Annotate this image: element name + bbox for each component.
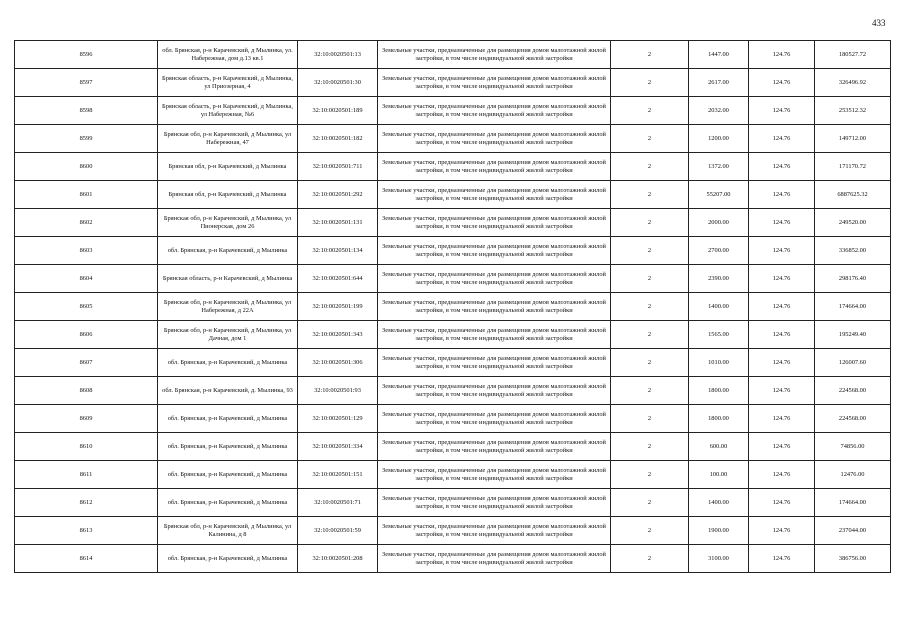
row-number-cell: 8599 — [15, 125, 158, 153]
rate-cell: 124.76 — [749, 349, 815, 377]
rate-cell: 124.76 — [749, 377, 815, 405]
area-cell: 1200.00 — [689, 125, 749, 153]
area-cell: 2390.00 — [689, 265, 749, 293]
address-cell: Брянская обл, р-н Карачевский, д Мылинка, ул Набережная, д 22А — [158, 293, 298, 321]
cadastral-value-cell: 171170.72 — [815, 153, 891, 181]
rate-cell: 124.76 — [749, 125, 815, 153]
land-use-cell: Земельные участки, предназначенные для размещения домов малоэтажной жилой застройки, в том числе индивидуальной жилой застройки — [378, 461, 611, 489]
cadastral-number-cell: 32:10:0020501:13 — [298, 41, 378, 69]
group-cell: 2 — [611, 181, 689, 209]
address-cell: обл. Брянская, р-н Карачевский, д Мылинка — [158, 405, 298, 433]
row-number-cell: 8614 — [15, 545, 158, 573]
row-number-cell: 8605 — [15, 293, 158, 321]
area-cell: 2700.00 — [689, 237, 749, 265]
rate-cell: 124.76 — [749, 405, 815, 433]
area-cell: 1565.00 — [689, 321, 749, 349]
row-number-cell: 8607 — [15, 349, 158, 377]
address-cell: Брянская область, р-н Карачевский, д Мылинка, ул Приозерная, 4 — [158, 69, 298, 97]
group-cell: 2 — [611, 517, 689, 545]
row-number-cell: 8611 — [15, 461, 158, 489]
table-row — [15, 41, 891, 69]
table-row — [15, 489, 891, 517]
land-use-cell: Земельные участки, предназначенные для размещения домов малоэтажной жилой застройки, в том числе индивидуальной жилой застройки — [378, 209, 611, 237]
land-use-cell: Земельные участки, предназначенные для размещения домов малоэтажной жилой застройки, в том числе индивидуальной жилой застройки — [378, 293, 611, 321]
rate-cell: 124.76 — [749, 181, 815, 209]
rate-cell: 124.76 — [749, 545, 815, 573]
cadastral-value-cell: 6887625.32 — [815, 181, 891, 209]
group-cell: 2 — [611, 461, 689, 489]
group-cell: 2 — [611, 433, 689, 461]
table-row — [15, 153, 891, 181]
table-row — [15, 349, 891, 377]
area-cell: 3100.00 — [689, 545, 749, 573]
cadastral-number-cell: 32:10:0020501:71 — [298, 489, 378, 517]
rate-cell: 124.76 — [749, 153, 815, 181]
table-row — [15, 125, 891, 153]
group-cell: 2 — [611, 349, 689, 377]
group-cell: 2 — [611, 405, 689, 433]
land-use-cell: Земельные участки, предназначенные для размещения домов малоэтажной жилой застройки, в том числе индивидуальной жилой застройки — [378, 181, 611, 209]
address-cell: Брянская обл, р-н Карачевский, д Мылинка, ул Набережная, 47 — [158, 125, 298, 153]
land-use-cell: Земельные участки, предназначенные для размещения домов малоэтажной жилой застройки, в том числе индивидуальной жилой застройки — [378, 125, 611, 153]
row-number-cell: 8598 — [15, 97, 158, 125]
cadastral-value-cell: 126007.60 — [815, 349, 891, 377]
cadastral-value-cell: 386756.00 — [815, 545, 891, 573]
group-cell: 2 — [611, 377, 689, 405]
land-use-cell: Земельные участки, предназначенные для размещения домов малоэтажной жилой застройки, в том числе индивидуальной жилой застройки — [378, 265, 611, 293]
cadastral-number-cell: 32:10:0020501:131 — [298, 209, 378, 237]
area-cell: 55207.00 — [689, 181, 749, 209]
group-cell: 2 — [611, 41, 689, 69]
cadastral-number-cell: 32:10:0020501:59 — [298, 517, 378, 545]
cadastral-value-cell: 298176.40 — [815, 265, 891, 293]
table-row — [15, 237, 891, 265]
rate-cell: 124.76 — [749, 97, 815, 125]
address-cell: Брянская область, р-н Карачевский, д Мылинка, ул Набережная, №6 — [158, 97, 298, 125]
table-row — [15, 209, 891, 237]
cadastral-value-cell: 180527.72 — [815, 41, 891, 69]
cadastral-number-cell: 32:10:0020501:189 — [298, 97, 378, 125]
cadastral-number-cell: 32:10:0020501:30 — [298, 69, 378, 97]
group-cell: 2 — [611, 97, 689, 125]
address-cell: обл. Брянская, р-н Карачевский, д Мылинка, ул. Набережная, дом д.13 кв.1 — [158, 41, 298, 69]
land-use-cell: Земельные участки, предназначенные для размещения домов малоэтажной жилой застройки, в том числе индивидуальной жилой застройки — [378, 321, 611, 349]
cadastral-number-cell: 32:10:0020501:334 — [298, 433, 378, 461]
address-cell: обл. Брянская, р-н Карачевский, д Мылинка — [158, 433, 298, 461]
address-cell: обл. Брянская, р-н Карачевский, д Мылинка — [158, 489, 298, 517]
land-use-cell: Земельные участки, предназначенные для размещения домов малоэтажной жилой застройки, в том числе индивидуальной жилой застройки — [378, 153, 611, 181]
table-row — [15, 293, 891, 321]
row-number-cell: 8608 — [15, 377, 158, 405]
area-cell: 1400.00 — [689, 293, 749, 321]
group-cell: 2 — [611, 265, 689, 293]
land-use-cell: Земельные участки, предназначенные для размещения домов малоэтажной жилой застройки, в том числе индивидуальной жилой застройки — [378, 69, 611, 97]
area-cell: 1447.00 — [689, 41, 749, 69]
cadastral-value-cell: 224568.00 — [815, 405, 891, 433]
cadastral-value-cell: 174664.00 — [815, 489, 891, 517]
cadastral-value-cell: 326496.92 — [815, 69, 891, 97]
rate-cell: 124.76 — [749, 321, 815, 349]
group-cell: 2 — [611, 293, 689, 321]
table-body — [15, 41, 891, 573]
address-cell: Брянская обл, р-н Карачевский, д Мылинка, ул Пионерская, дом 26 — [158, 209, 298, 237]
land-use-cell: Земельные участки, предназначенные для размещения домов малоэтажной жилой застройки, в том числе индивидуальной жилой застройки — [378, 237, 611, 265]
address-cell: обл. Брянская, р-н Карачевский, д Мылинка — [158, 237, 298, 265]
area-cell: 600.00 — [689, 433, 749, 461]
row-number-cell: 8597 — [15, 69, 158, 97]
group-cell: 2 — [611, 153, 689, 181]
row-number-cell: 8604 — [15, 265, 158, 293]
land-use-cell: Земельные участки, предназначенные для размещения домов малоэтажной жилой застройки, в том числе индивидуальной жилой застройки — [378, 489, 611, 517]
row-number-cell: 8613 — [15, 517, 158, 545]
table-row — [15, 433, 891, 461]
land-use-cell: Земельные участки, предназначенные для размещения домов малоэтажной жилой застройки, в том числе индивидуальной жилой застройки — [378, 377, 611, 405]
table-row — [15, 405, 891, 433]
cadastral-number-cell: 32:10:0020501:93 — [298, 377, 378, 405]
cadastral-number-cell: 32:10:0020501:199 — [298, 293, 378, 321]
group-cell: 2 — [611, 209, 689, 237]
cadastral-number-cell: 32:10:0020501:644 — [298, 265, 378, 293]
rate-cell: 124.76 — [749, 461, 815, 489]
rate-cell: 124.76 — [749, 433, 815, 461]
land-use-cell: Земельные участки, предназначенные для размещения домов малоэтажной жилой застройки, в том числе индивидуальной жилой застройки — [378, 349, 611, 377]
area-cell: 1400.00 — [689, 489, 749, 517]
cadastral-number-cell: 32:10:0020501:151 — [298, 461, 378, 489]
row-number-cell: 8596 — [15, 41, 158, 69]
cadastral-value-cell: 249520.00 — [815, 209, 891, 237]
cadastral-value-cell: 253512.32 — [815, 97, 891, 125]
cadastral-number-cell: 32:10:0020501:343 — [298, 321, 378, 349]
land-use-cell: Земельные участки, предназначенные для размещения домов малоэтажной жилой застройки, в том числе индивидуальной жилой застройки — [378, 517, 611, 545]
table-row — [15, 321, 891, 349]
cadastral-value-cell: 195249.40 — [815, 321, 891, 349]
table-row — [15, 461, 891, 489]
cadastral-number-cell: 32:10:0020501:182 — [298, 125, 378, 153]
cadastral-value-cell: 12476.00 — [815, 461, 891, 489]
address-cell: Брянская обл, р-н Карачевский, д Мылинка — [158, 181, 298, 209]
rate-cell: 124.76 — [749, 489, 815, 517]
row-number-cell: 8609 — [15, 405, 158, 433]
land-registry-table — [14, 40, 891, 573]
rate-cell: 124.76 — [749, 293, 815, 321]
area-cell: 1900.00 — [689, 517, 749, 545]
rate-cell: 124.76 — [749, 237, 815, 265]
address-cell: Брянская обл, р-н Карачевский, д Мылинка, ул Калинина, д 8 — [158, 517, 298, 545]
table-row — [15, 181, 891, 209]
land-use-cell: Земельные участки, предназначенные для размещения домов малоэтажной жилой застройки, в том числе индивидуальной жилой застройки — [378, 97, 611, 125]
cadastral-number-cell: 32:10:0020501:711 — [298, 153, 378, 181]
area-cell: 2617.00 — [689, 69, 749, 97]
address-cell: Брянская обл, р-н Карачевский, д Мылинка — [158, 153, 298, 181]
address-cell: обл. Брянская, р-н Карачевский, д Мылинка — [158, 349, 298, 377]
table-row — [15, 545, 891, 573]
table-row — [15, 69, 891, 97]
address-cell: обл. Брянская, р-н Карачевский, д. Мылинка, 93 — [158, 377, 298, 405]
rate-cell: 124.76 — [749, 517, 815, 545]
area-cell: 2032.00 — [689, 97, 749, 125]
area-cell: 1372.00 — [689, 153, 749, 181]
table-row — [15, 265, 891, 293]
cadastral-value-cell: 224568.00 — [815, 377, 891, 405]
address-cell: обл. Брянская, р-н Карачевский, д Мылинка — [158, 545, 298, 573]
address-cell: обл. Брянская, р-н Карачевский, д Мылинка — [158, 461, 298, 489]
cadastral-number-cell: 32:10:0020501:129 — [298, 405, 378, 433]
cadastral-value-cell: 336852.00 — [815, 237, 891, 265]
group-cell: 2 — [611, 321, 689, 349]
rate-cell: 124.76 — [749, 265, 815, 293]
cadastral-number-cell: 32:10:0020501:134 — [298, 237, 378, 265]
land-use-cell: Земельные участки, предназначенные для размещения домов малоэтажной жилой застройки, в том числе индивидуальной жилой застройки — [378, 433, 611, 461]
land-use-cell: Земельные участки, предназначенные для размещения домов малоэтажной жилой застройки, в том числе индивидуальной жилой застройки — [378, 405, 611, 433]
row-number-cell: 8606 — [15, 321, 158, 349]
cadastral-value-cell: 149712.00 — [815, 125, 891, 153]
address-cell: Брянская обл, р-н Карачевский, д Мылинка, ул Дачная, дом 1 — [158, 321, 298, 349]
cadastral-value-cell: 237044.00 — [815, 517, 891, 545]
cadastral-value-cell: 174664.00 — [815, 293, 891, 321]
table-row — [15, 377, 891, 405]
area-cell: 100.00 — [689, 461, 749, 489]
rate-cell: 124.76 — [749, 209, 815, 237]
area-cell: 2000.00 — [689, 209, 749, 237]
land-use-cell: Земельные участки, предназначенные для размещения домов малоэтажной жилой застройки, в том числе индивидуальной жилой застройки — [378, 545, 611, 573]
table-row — [15, 97, 891, 125]
page-number: 433 — [872, 18, 886, 28]
group-cell: 2 — [611, 69, 689, 97]
table-row — [15, 517, 891, 545]
area-cell: 1010.00 — [689, 349, 749, 377]
row-number-cell: 8602 — [15, 209, 158, 237]
cadastral-number-cell: 32:10:0020501:292 — [298, 181, 378, 209]
address-cell: Брянская область, р-н Карачевский, д Мылинка — [158, 265, 298, 293]
land-use-cell: Земельные участки, предназначенные для размещения домов малоэтажной жилой застройки, в том числе индивидуальной жилой застройки — [378, 41, 611, 69]
group-cell: 2 — [611, 545, 689, 573]
cadastral-number-cell: 32:10:0020501:208 — [298, 545, 378, 573]
group-cell: 2 — [611, 237, 689, 265]
rate-cell: 124.76 — [749, 41, 815, 69]
rate-cell: 124.76 — [749, 69, 815, 97]
group-cell: 2 — [611, 489, 689, 517]
area-cell: 1800.00 — [689, 377, 749, 405]
row-number-cell: 8612 — [15, 489, 158, 517]
cadastral-value-cell: 74856.00 — [815, 433, 891, 461]
row-number-cell: 8601 — [15, 181, 158, 209]
row-number-cell: 8600 — [15, 153, 158, 181]
group-cell: 2 — [611, 125, 689, 153]
row-number-cell: 8610 — [15, 433, 158, 461]
row-number-cell: 8603 — [15, 237, 158, 265]
area-cell: 1800.00 — [689, 405, 749, 433]
cadastral-number-cell: 32:10:0020501:306 — [298, 349, 378, 377]
